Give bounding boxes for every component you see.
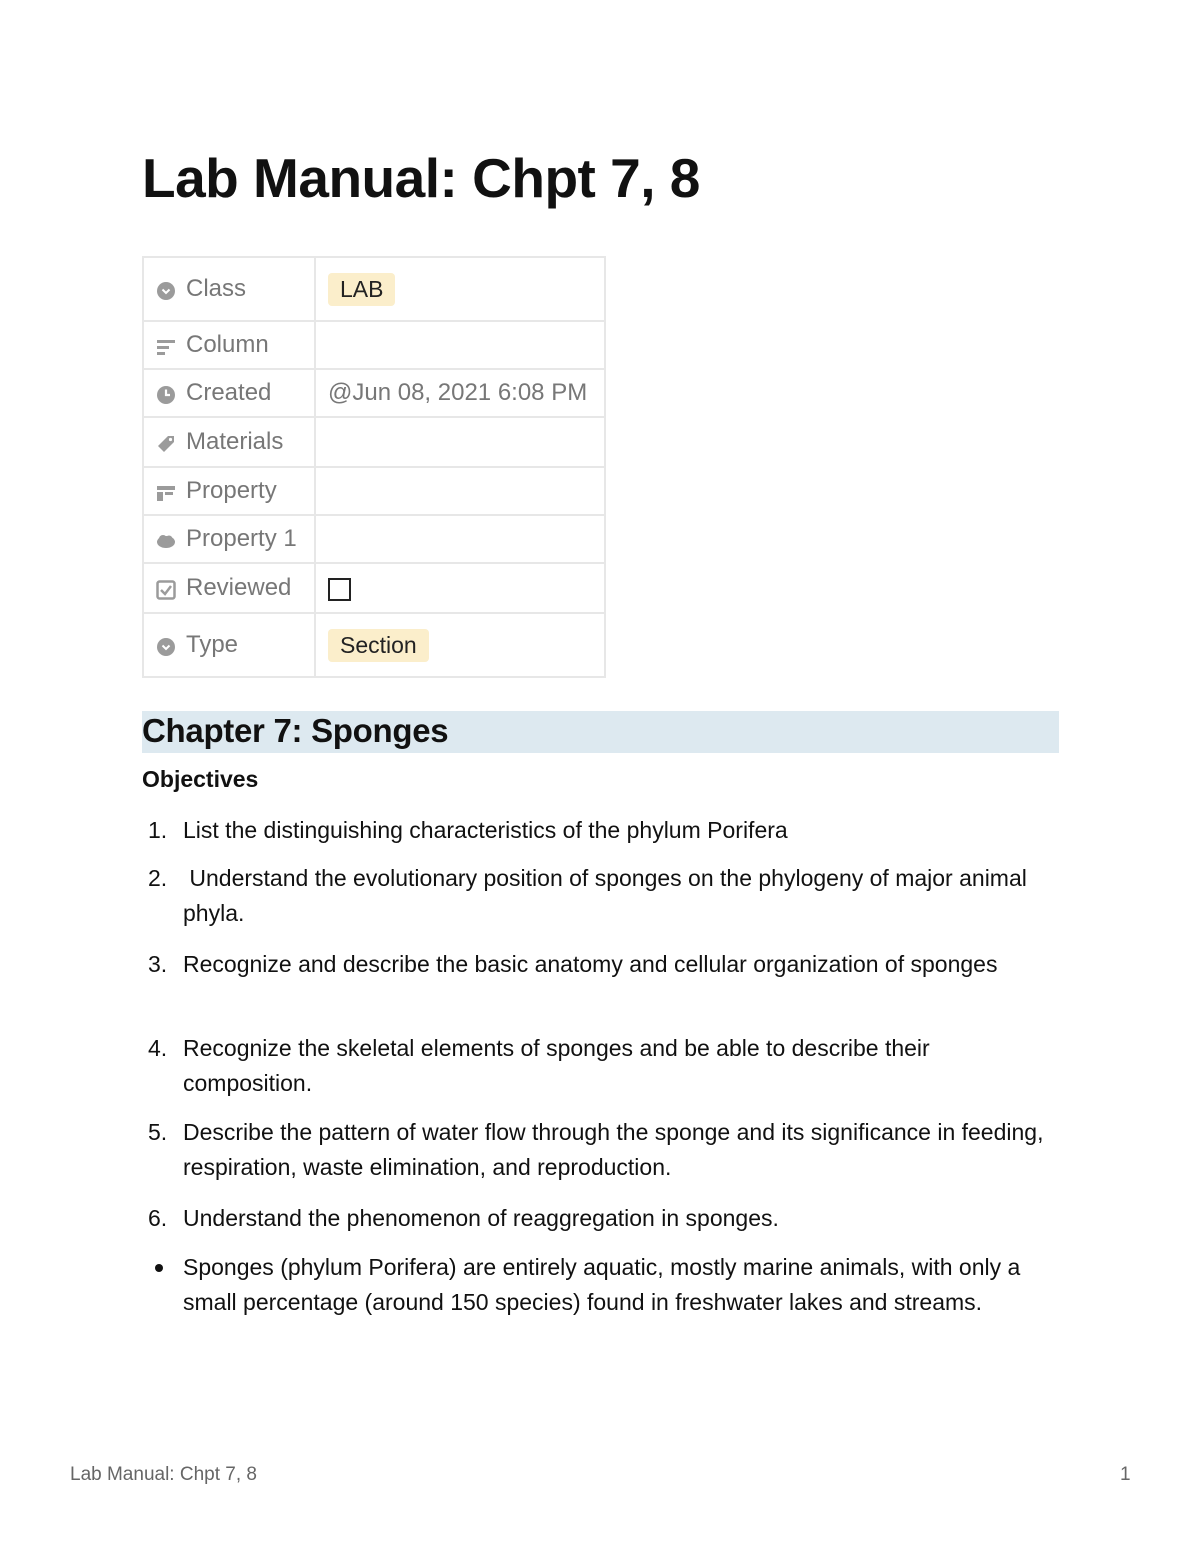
tag-icon bbox=[156, 434, 176, 454]
footer-title: Lab Manual: Chpt 7, 8 bbox=[70, 1464, 257, 1485]
page-title: Lab Manual: Chpt 7, 8 bbox=[142, 147, 700, 209]
property-key: Type bbox=[186, 631, 239, 658]
list-text: Understand the evolutionary position of sponges on the phylogeny of major animal phyla. bbox=[183, 865, 1034, 926]
created-date: @Jun 08, 2021 6:08 PM bbox=[328, 379, 588, 406]
clock-icon bbox=[156, 385, 176, 405]
property-row-property-1 bbox=[143, 515, 605, 563]
class-tag[interactable]: LAB bbox=[328, 273, 395, 306]
bullet-dot bbox=[155, 1264, 163, 1272]
property-row-materials bbox=[143, 417, 605, 467]
select-icon bbox=[156, 281, 176, 301]
bullet-text: Sponges (phylum Porifera) are entirely aquatic, mostly marine animals, with only a small percentage (around 150 species) found in freshwater lakes and streams. bbox=[183, 1254, 1021, 1315]
property-value[interactable] bbox=[315, 467, 605, 515]
property-key: Materials bbox=[186, 428, 284, 455]
list-number: 2. bbox=[148, 865, 168, 891]
properties-table bbox=[142, 256, 606, 678]
property-row-reviewed bbox=[143, 563, 605, 613]
list-item bbox=[148, 1201, 1048, 1236]
text-icon bbox=[156, 337, 176, 357]
reviewed-checkbox[interactable] bbox=[328, 578, 351, 601]
property-key: Reviewed bbox=[186, 574, 292, 601]
cloud-icon bbox=[156, 531, 176, 551]
select-icon bbox=[156, 637, 176, 657]
list-number: 6. bbox=[148, 1205, 168, 1231]
property-row-type bbox=[143, 613, 605, 677]
type-tag[interactable]: Section bbox=[328, 629, 429, 662]
list-item bbox=[148, 1031, 1048, 1101]
list-number: 4. bbox=[148, 1035, 168, 1061]
property-row-class bbox=[143, 257, 605, 321]
property-row-column bbox=[143, 321, 605, 369]
section-heading: Chapter 7: Sponges bbox=[142, 711, 1059, 753]
property-key: Column bbox=[186, 331, 269, 358]
property-key: Property 1 bbox=[186, 525, 297, 552]
column-value[interactable] bbox=[315, 321, 605, 369]
objectives-heading: Objectives bbox=[142, 766, 259, 792]
list-item bbox=[148, 813, 1048, 848]
list-text: Describe the pattern of water flow through the sponge and its significance in feeding, respiration, waste elimination, and reproduction. bbox=[183, 1119, 1044, 1180]
list-text: List the distinguishing characteristics of the phylum Porifera bbox=[183, 817, 788, 843]
bullet-item bbox=[148, 1250, 1048, 1320]
property-key: Class bbox=[186, 275, 247, 302]
list-text: Understand the phenomenon of reaggregation in sponges. bbox=[183, 1205, 779, 1231]
list-number: 1. bbox=[148, 817, 168, 843]
property-row-property bbox=[143, 467, 605, 515]
text-icon bbox=[156, 483, 176, 503]
list-number: 5. bbox=[148, 1119, 168, 1145]
list-text: Recognize the skeletal elements of sponges and be able to describe their composition. bbox=[183, 1035, 930, 1096]
property-row-created bbox=[143, 369, 605, 417]
property-key: Created bbox=[186, 379, 272, 406]
materials-value[interactable] bbox=[315, 417, 605, 467]
list-item bbox=[148, 861, 1048, 931]
property-key: Property bbox=[186, 477, 277, 504]
page-number: 1 bbox=[1120, 1464, 1131, 1485]
list-text: Recognize and describe the basic anatomy and cellular organization of sponges bbox=[183, 951, 998, 977]
list-number: 3. bbox=[148, 951, 168, 977]
list-item bbox=[148, 1115, 1048, 1185]
property-1-value[interactable] bbox=[315, 515, 605, 563]
list-item bbox=[148, 947, 1048, 982]
checkbox-icon bbox=[156, 580, 176, 600]
